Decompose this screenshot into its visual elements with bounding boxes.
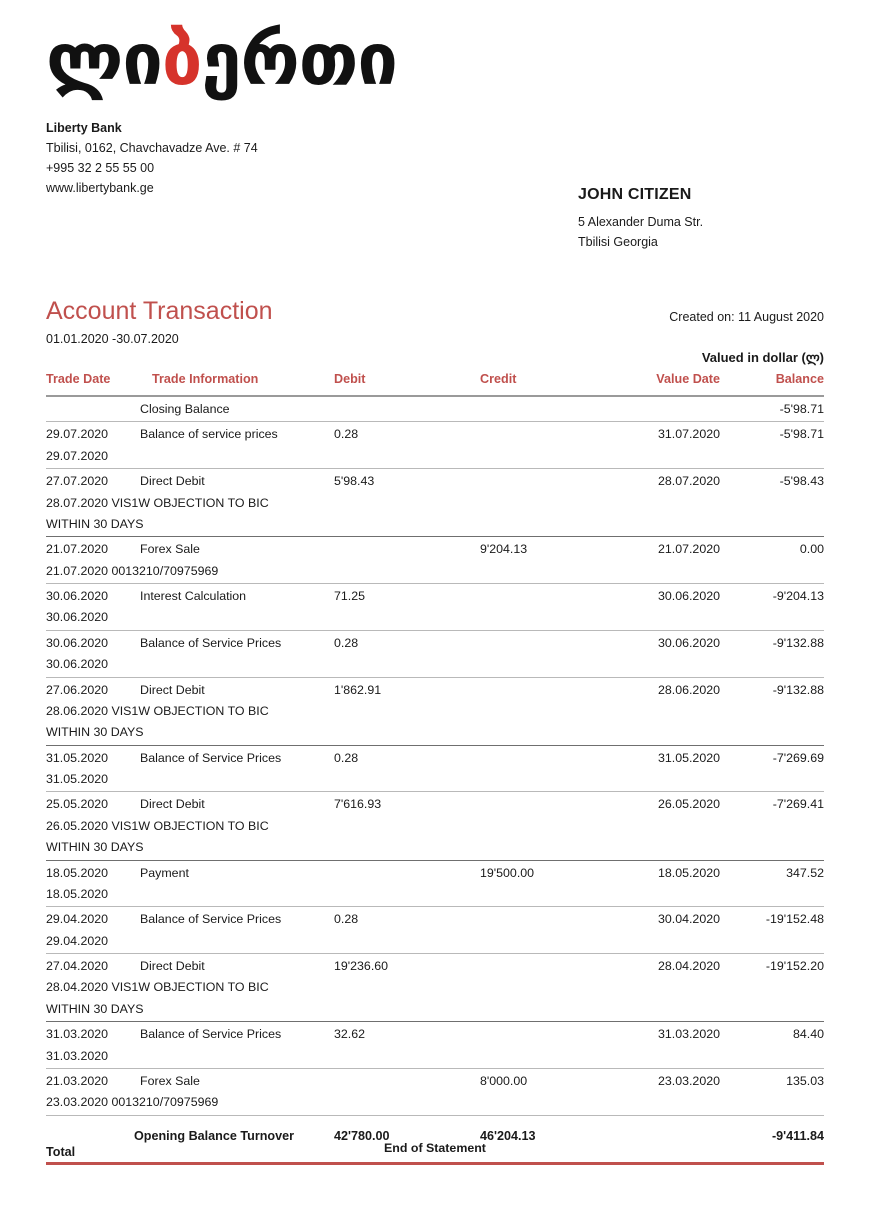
- cell-continuation-text: 29.04.2020: [46, 933, 109, 948]
- cell-value-date: 18.05.2020: [657, 865, 720, 880]
- bank-address: Tbilisi, 0162, Chavchavadze Ave. # 74: [46, 140, 258, 155]
- table-row-main: [46, 537, 824, 561]
- table-row-main: [46, 792, 824, 816]
- page-title: Account Transaction: [46, 297, 273, 325]
- cell-continuation-text: 28.07.2020 VIS1W OBJECTION TO BIC: [46, 495, 269, 510]
- cell-debit: 19'236.60: [334, 959, 389, 973]
- column-header-value-date: Value Date: [656, 372, 720, 386]
- cell-credit: 9'204.13: [480, 542, 528, 557]
- cell-continuation-text: 28.04.2020 VIS1W OBJECTION TO BIC: [46, 980, 269, 995]
- table-row-continuation: [46, 1000, 824, 1021]
- table-row: [46, 584, 824, 631]
- cell-trade-date: 31.05.2020: [46, 750, 109, 765]
- cell-trade-date: 21.03.2020: [46, 1073, 109, 1088]
- cell-trade-information: Interest Calculation: [140, 589, 247, 603]
- column-header-trade-information: Trade Information: [152, 372, 259, 386]
- cell-continuation-text: 23.03.2020 0013210/70975969: [46, 1095, 219, 1110]
- cell-trade-information: Direct Debit: [140, 474, 205, 489]
- table-row-continuation: [46, 608, 824, 629]
- cell-value-date: 31.05.2020: [657, 750, 720, 765]
- cell-trade-information: Balance of Service Prices: [140, 1027, 282, 1042]
- table-row-continuation: [46, 515, 824, 536]
- totals-credit: 46'204.13: [480, 1128, 536, 1143]
- cell-trade-date: 27.07.2020: [46, 474, 109, 489]
- cell-value-date: 26.05.2020: [657, 797, 720, 812]
- cell-debit: 1'862.91: [334, 682, 382, 697]
- cell-debit: 5'98.43: [334, 474, 375, 489]
- cell-trade-information: Direct Debit: [140, 797, 205, 812]
- transactions-table: [46, 372, 824, 1159]
- table-row-main: [46, 469, 824, 493]
- cell-value-date: 31.07.2020: [657, 427, 720, 442]
- footer-divider: [46, 1162, 824, 1165]
- table-row-continuation: [46, 978, 824, 999]
- cell-credit: 8'000.00: [480, 1073, 528, 1088]
- cell-trade-information: Forex Sale: [140, 1073, 200, 1088]
- table-row-continuation: [46, 885, 824, 906]
- table-row-main: [46, 584, 824, 608]
- cell-trade-date: 31.03.2020: [46, 1027, 109, 1042]
- recipient-name: JOHN CITIZEN: [578, 186, 692, 203]
- table-header-row: [46, 372, 824, 397]
- cell-trade-information: Balance of service prices: [140, 427, 278, 442]
- table-body: [46, 397, 824, 1116]
- table-row: [46, 422, 824, 469]
- cell-balance: -19'152.48: [765, 912, 824, 927]
- table-row: [46, 397, 824, 422]
- cell-balance: -5'98.71: [779, 427, 824, 442]
- table-row: [46, 1022, 824, 1069]
- table-row: [46, 678, 824, 746]
- column-header-balance: Balance: [775, 372, 824, 386]
- cell-value-date: 30.04.2020: [657, 912, 720, 927]
- cell-value-date: 30.06.2020: [657, 589, 720, 603]
- statement-footer: [46, 1141, 824, 1165]
- cell-trade-information: Closing Balance: [140, 402, 230, 416]
- table-row-main: [46, 861, 824, 885]
- table-row-main: [46, 746, 824, 770]
- cell-continuation-text: 18.05.2020: [46, 886, 109, 901]
- cell-continuation-text: WITHIN 30 DAYS: [46, 840, 144, 855]
- recipient-address-line2: Tbilisi Georgia: [578, 235, 658, 250]
- cell-trade-date: 25.05.2020: [46, 797, 109, 812]
- cell-continuation-text: 21.07.2020 0013210/70975969: [46, 563, 219, 578]
- cell-trade-information: Forex Sale: [140, 542, 200, 557]
- cell-balance: 347.52: [786, 865, 824, 880]
- cell-debit: 0.28: [334, 635, 359, 650]
- table-row-continuation: [46, 447, 824, 468]
- table-row: [46, 469, 824, 537]
- created-on-label: Created on: 11 August 2020: [669, 310, 824, 324]
- bank-website: www.libertybank.ge: [46, 181, 154, 196]
- cell-balance: -5'98.71: [779, 402, 824, 416]
- cell-trade-date: 29.04.2020: [46, 912, 109, 927]
- table-row-continuation: [46, 838, 824, 859]
- logo-text-accent: ბ: [161, 17, 202, 101]
- table-row: [46, 907, 824, 954]
- table-row-continuation: [46, 702, 824, 723]
- recipient-block: [578, 182, 703, 252]
- bank-address-block: [46, 118, 824, 199]
- table-row: [46, 954, 824, 1022]
- cell-continuation-text: 31.03.2020: [46, 1048, 109, 1063]
- cell-trade-information: Direct Debit: [140, 959, 205, 973]
- column-header-debit: Debit: [334, 372, 366, 386]
- totals-label-second-line: Total: [46, 1144, 76, 1159]
- logo-text-after: ერთი: [201, 17, 397, 101]
- cell-value-date: 21.07.2020: [657, 542, 720, 557]
- table-row-continuation: [46, 655, 824, 676]
- cell-debit: 7'616.93: [334, 797, 382, 812]
- recipient-address-line1: 5 Alexander Duma Str.: [578, 214, 704, 229]
- table-row-main: [46, 397, 824, 421]
- statement-period: 01.01.2020 -30.07.2020: [46, 331, 179, 346]
- cell-trade-information: Direct Debit: [140, 682, 205, 697]
- cell-trade-date: 29.07.2020: [46, 427, 109, 442]
- cell-value-date: 23.03.2020: [657, 1073, 720, 1088]
- cell-trade-date: 30.06.2020: [46, 635, 109, 650]
- column-header-credit: Credit: [480, 372, 517, 386]
- table-row-continuation: [46, 1093, 824, 1114]
- cell-value-date: 28.06.2020: [657, 682, 720, 697]
- cell-value-date: 30.06.2020: [657, 635, 720, 650]
- cell-balance: -7'269.69: [772, 750, 824, 765]
- table-row-main: [46, 678, 824, 702]
- table-row: [46, 792, 824, 860]
- totals-label: Opening Balance Turnover: [134, 1128, 295, 1143]
- table-row-main: [46, 954, 824, 978]
- column-header-trade-date: Trade Date: [46, 372, 111, 386]
- cell-balance: 135.03: [786, 1073, 824, 1088]
- cell-continuation-text: 30.06.2020: [46, 657, 109, 672]
- table-row-continuation: [46, 562, 824, 583]
- totals-debit: 42'780.00: [334, 1128, 390, 1143]
- cell-value-date: 28.07.2020: [657, 474, 720, 489]
- table-row-continuation: [46, 817, 824, 838]
- cell-trade-information: Balance of Service Prices: [140, 635, 282, 650]
- cell-balance: -19'152.20: [765, 959, 824, 973]
- table-row: [46, 537, 824, 584]
- cell-continuation-text: 30.06.2020: [46, 610, 109, 625]
- table-row-main: [46, 1069, 824, 1093]
- cell-debit: 0.28: [334, 750, 359, 765]
- bank-name: Liberty Bank: [46, 120, 122, 135]
- cell-trade-date: 30.06.2020: [46, 589, 109, 603]
- cell-debit: 0.28: [334, 912, 359, 927]
- cell-trade-date: 18.05.2020: [46, 865, 109, 880]
- cell-debit: 71.25: [334, 589, 366, 603]
- cell-trade-date: 27.06.2020: [46, 682, 109, 697]
- cell-continuation-text: 31.05.2020: [46, 772, 109, 786]
- cell-balance: -9'132.88: [772, 682, 824, 697]
- table-row: [46, 746, 824, 793]
- cell-value-date: 28.04.2020: [657, 959, 720, 973]
- cell-continuation-text: WITHIN 30 DAYS: [46, 516, 144, 531]
- totals-balance: -9'411.84: [771, 1128, 824, 1143]
- table-row: [46, 1069, 824, 1116]
- cell-trade-information: Balance of Service Prices: [140, 912, 282, 927]
- cell-balance: -9'204.13: [772, 589, 824, 603]
- table-row-continuation: [46, 932, 824, 953]
- cell-trade-information: Payment: [140, 865, 189, 880]
- cell-debit: 0.28: [334, 427, 359, 442]
- cell-trade-information: Balance of Service Prices: [140, 750, 282, 765]
- table-row-continuation: [46, 1047, 824, 1068]
- cell-balance: -9'132.88: [772, 635, 824, 650]
- table-row-main: [46, 631, 824, 655]
- table-row-continuation: [46, 770, 824, 791]
- table-row-main: [46, 907, 824, 931]
- cell-trade-date: 21.07.2020: [46, 542, 109, 557]
- cell-value-date: 31.03.2020: [657, 1027, 720, 1042]
- liberty-bank-logo: [46, 0, 824, 101]
- logo-text-before: ლი: [46, 17, 162, 101]
- table-row: [46, 631, 824, 678]
- table-row-main: [46, 422, 824, 446]
- cell-continuation-text: WITHIN 30 DAYS: [46, 725, 144, 740]
- cell-trade-date: 27.04.2020: [46, 959, 109, 973]
- table-row-continuation: [46, 723, 824, 744]
- table-row-continuation: [46, 494, 824, 515]
- table-row-main: [46, 1022, 824, 1046]
- cell-balance: 0.00: [799, 542, 824, 557]
- statement-title-area: [46, 297, 824, 365]
- cell-balance: -5'98.43: [779, 474, 824, 489]
- valued-in-label: Valued in dollar (ლ): [701, 350, 824, 365]
- table-row: [46, 861, 824, 908]
- cell-continuation-text: 28.06.2020 VIS1W OBJECTION TO BIC: [46, 703, 269, 718]
- cell-continuation-text: WITHIN 30 DAYS: [46, 1001, 144, 1016]
- cell-continuation-text: 29.07.2020: [46, 448, 109, 463]
- totals-row: [46, 1116, 824, 1143]
- end-of-statement-label: End of Statement: [384, 1141, 486, 1155]
- cell-balance: 84.40: [792, 1027, 824, 1042]
- cell-balance: -7'269.41: [772, 797, 824, 812]
- cell-credit: 19'500.00: [480, 865, 535, 880]
- bank-phone: +995 32 2 55 55 00: [46, 161, 155, 176]
- cell-continuation-text: 26.05.2020 VIS1W OBJECTION TO BIC: [46, 818, 269, 833]
- cell-debit: 32.62: [334, 1027, 366, 1042]
